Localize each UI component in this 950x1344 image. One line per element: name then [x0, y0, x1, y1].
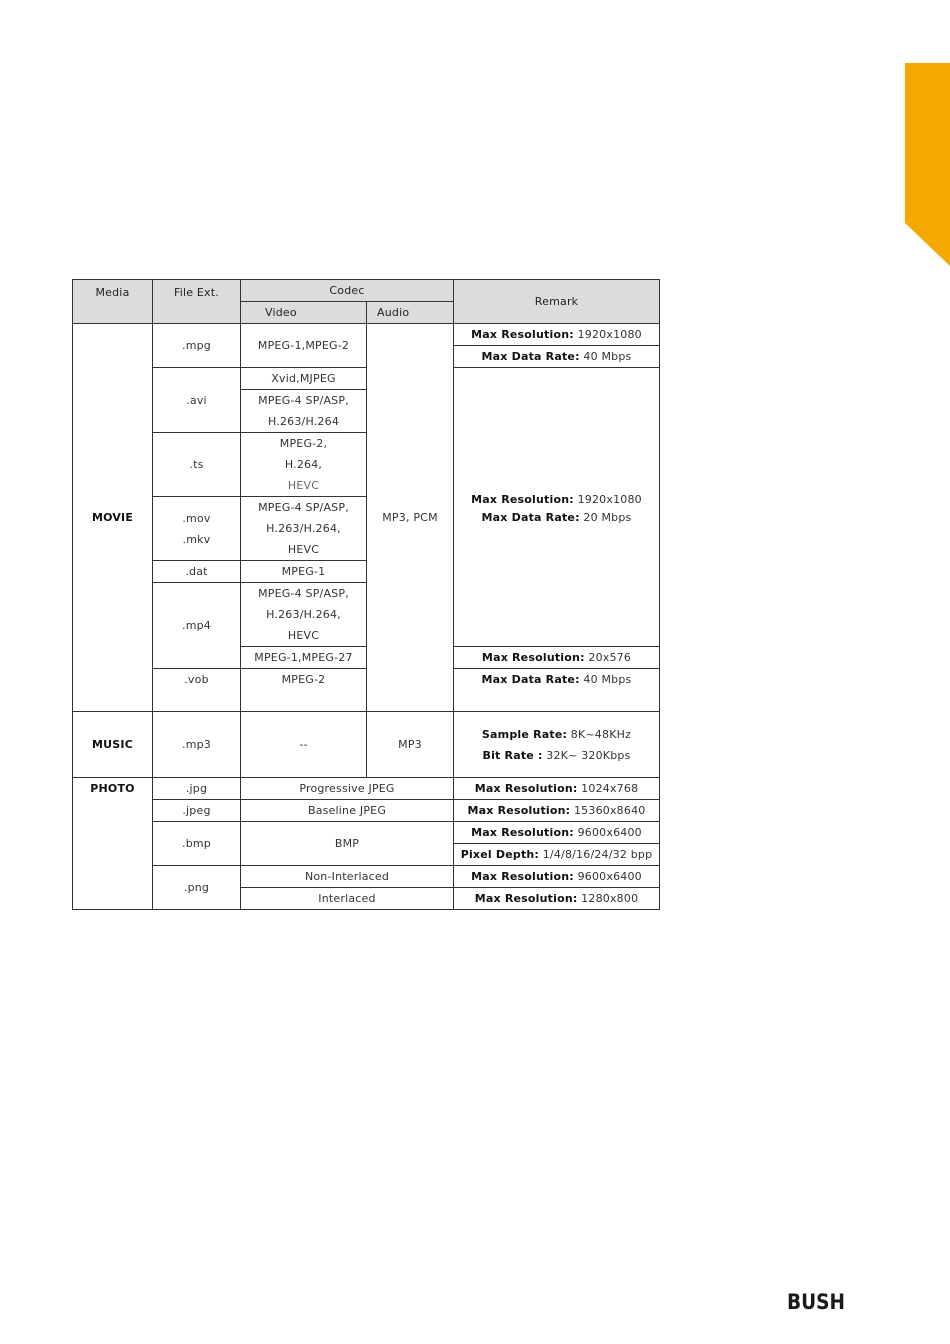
remark-label: Max Data Rate:	[481, 673, 580, 686]
remark-value: 1/4/8/16/24/32 bpp	[542, 848, 653, 861]
remark-png-interlaced	[454, 888, 660, 910]
codec-jpg: Progressive JPEG	[241, 778, 454, 800]
category-music: MUSIC	[73, 712, 153, 778]
remark-music	[454, 712, 660, 778]
remark-value: 40 Mbps	[583, 350, 632, 363]
remark-value: 1280x800	[581, 892, 639, 905]
ext-mpg: .mpg	[153, 324, 241, 368]
video-line: MPEG-4 SP/ASP,	[258, 394, 349, 407]
video-dat: MPEG-1	[241, 561, 367, 583]
audio-mp3: MP3	[367, 712, 454, 778]
remark-label: Max Resolution:	[467, 804, 571, 817]
ext-jpeg: .jpeg	[153, 800, 241, 822]
ext-png: .png	[153, 866, 241, 910]
video-vob: MPEG-2	[241, 669, 367, 712]
video-mp4-1	[241, 583, 367, 647]
ext-bmp: .bmp	[153, 822, 241, 866]
video-line: H.263/H.264,	[266, 522, 341, 535]
logo-text: BUSH	[787, 1290, 845, 1314]
remark-value: 1920x1080	[577, 328, 642, 341]
header-video: Video	[241, 302, 367, 324]
video-ts	[241, 433, 367, 497]
remark-mpg-datarate	[454, 346, 660, 368]
remark-value: 15360x8640	[573, 804, 646, 817]
codec-png-noninterlaced: Non-Interlaced	[241, 866, 454, 888]
ext-mp3: .mp3	[153, 712, 241, 778]
remark-label: Max Resolution:	[471, 492, 574, 506]
ext-line: .mkv	[182, 532, 211, 546]
bush-logo	[787, 1287, 845, 1313]
header-file-ext: File Ext.	[153, 280, 241, 324]
codec-png-interlaced: Interlaced	[241, 888, 454, 910]
remark-label: Bit Rate :	[482, 748, 543, 762]
ext-jpg: .jpg	[153, 778, 241, 800]
ext-vob: .vob	[153, 669, 241, 712]
video-line: MPEG-4 SP/ASP,	[258, 501, 349, 514]
ext-mp4: .mp4	[153, 583, 241, 669]
remark-value: 20x576	[588, 651, 632, 664]
remark-value: 40 Mbps	[583, 673, 632, 686]
video-line: HEVC	[287, 629, 320, 642]
video-avi-2	[241, 390, 367, 433]
remark-label: Max Resolution:	[471, 826, 574, 839]
codec-jpeg: Baseline JPEG	[241, 800, 454, 822]
remark-label: Pixel Depth:	[460, 848, 540, 861]
remark-label: Max Data Rate:	[481, 350, 580, 363]
video-mp4-2: MPEG-1,MPEG-27	[241, 647, 367, 669]
remark-movie-low-datarate	[454, 669, 660, 712]
remark-label: Max Resolution:	[471, 328, 574, 341]
remark-png-noninterlaced	[454, 866, 660, 888]
remark-jpg	[454, 778, 660, 800]
video-line: HEVC	[287, 543, 320, 556]
remark-movie-low-resolution	[454, 647, 660, 669]
remark-label: Max Resolution:	[471, 870, 574, 883]
video-mp3: --	[241, 712, 367, 778]
header-audio: Audio	[367, 302, 454, 324]
video-line: H.263/H.264	[267, 415, 340, 428]
category-photo: PHOTO	[73, 778, 153, 910]
remark-value: 9600x6400	[577, 870, 642, 883]
header-media: Media	[73, 280, 153, 324]
media-format-table	[72, 279, 660, 910]
video-line: MPEG-4 SP/ASP,	[258, 587, 349, 600]
codec-bmp: BMP	[241, 822, 454, 866]
ext-mov-mkv	[153, 497, 241, 561]
remark-value: 20 Mbps	[583, 510, 632, 524]
video-avi-1: Xvid,MJPEG	[241, 368, 367, 390]
remark-value: 1920x1080	[577, 492, 642, 506]
remark-mpg-resolution	[454, 324, 660, 346]
remark-value: 8K~48KHz	[570, 727, 632, 741]
remark-value: 32K~ 320Kbps	[546, 748, 631, 762]
remark-label: Sample Rate:	[481, 727, 568, 741]
header-remark: Remark	[454, 280, 660, 324]
ext-ts: .ts	[153, 433, 241, 497]
ext-line: .mov	[182, 511, 211, 525]
header-codec: Codec	[241, 280, 454, 302]
remark-label: Max Resolution:	[474, 892, 578, 905]
remark-label: Max Data Rate:	[481, 510, 580, 524]
remark-jpeg	[454, 800, 660, 822]
remark-value: 1024x768	[581, 782, 639, 795]
video-mpg: MPEG-1,MPEG-2	[241, 324, 367, 368]
video-line: H.263/H.264,	[266, 608, 341, 621]
video-line: HEVC	[287, 479, 320, 492]
section-tab-marker	[0, 0, 950, 300]
remark-label: Max Resolution:	[481, 651, 585, 664]
remark-movie-mid	[454, 368, 660, 647]
video-line: H.264,	[284, 458, 323, 471]
ext-dat: .dat	[153, 561, 241, 583]
video-mov	[241, 497, 367, 561]
category-movie: MOVIE	[73, 324, 153, 712]
remark-bmp-resolution	[454, 822, 660, 844]
remark-value: 9600x6400	[577, 826, 642, 839]
audio-movie: MP3, PCM	[367, 324, 454, 712]
remark-bmp-pixel-depth	[454, 844, 660, 866]
remark-label: Max Resolution:	[474, 782, 578, 795]
video-line: MPEG-2,	[279, 437, 328, 450]
ext-avi: .avi	[153, 368, 241, 433]
